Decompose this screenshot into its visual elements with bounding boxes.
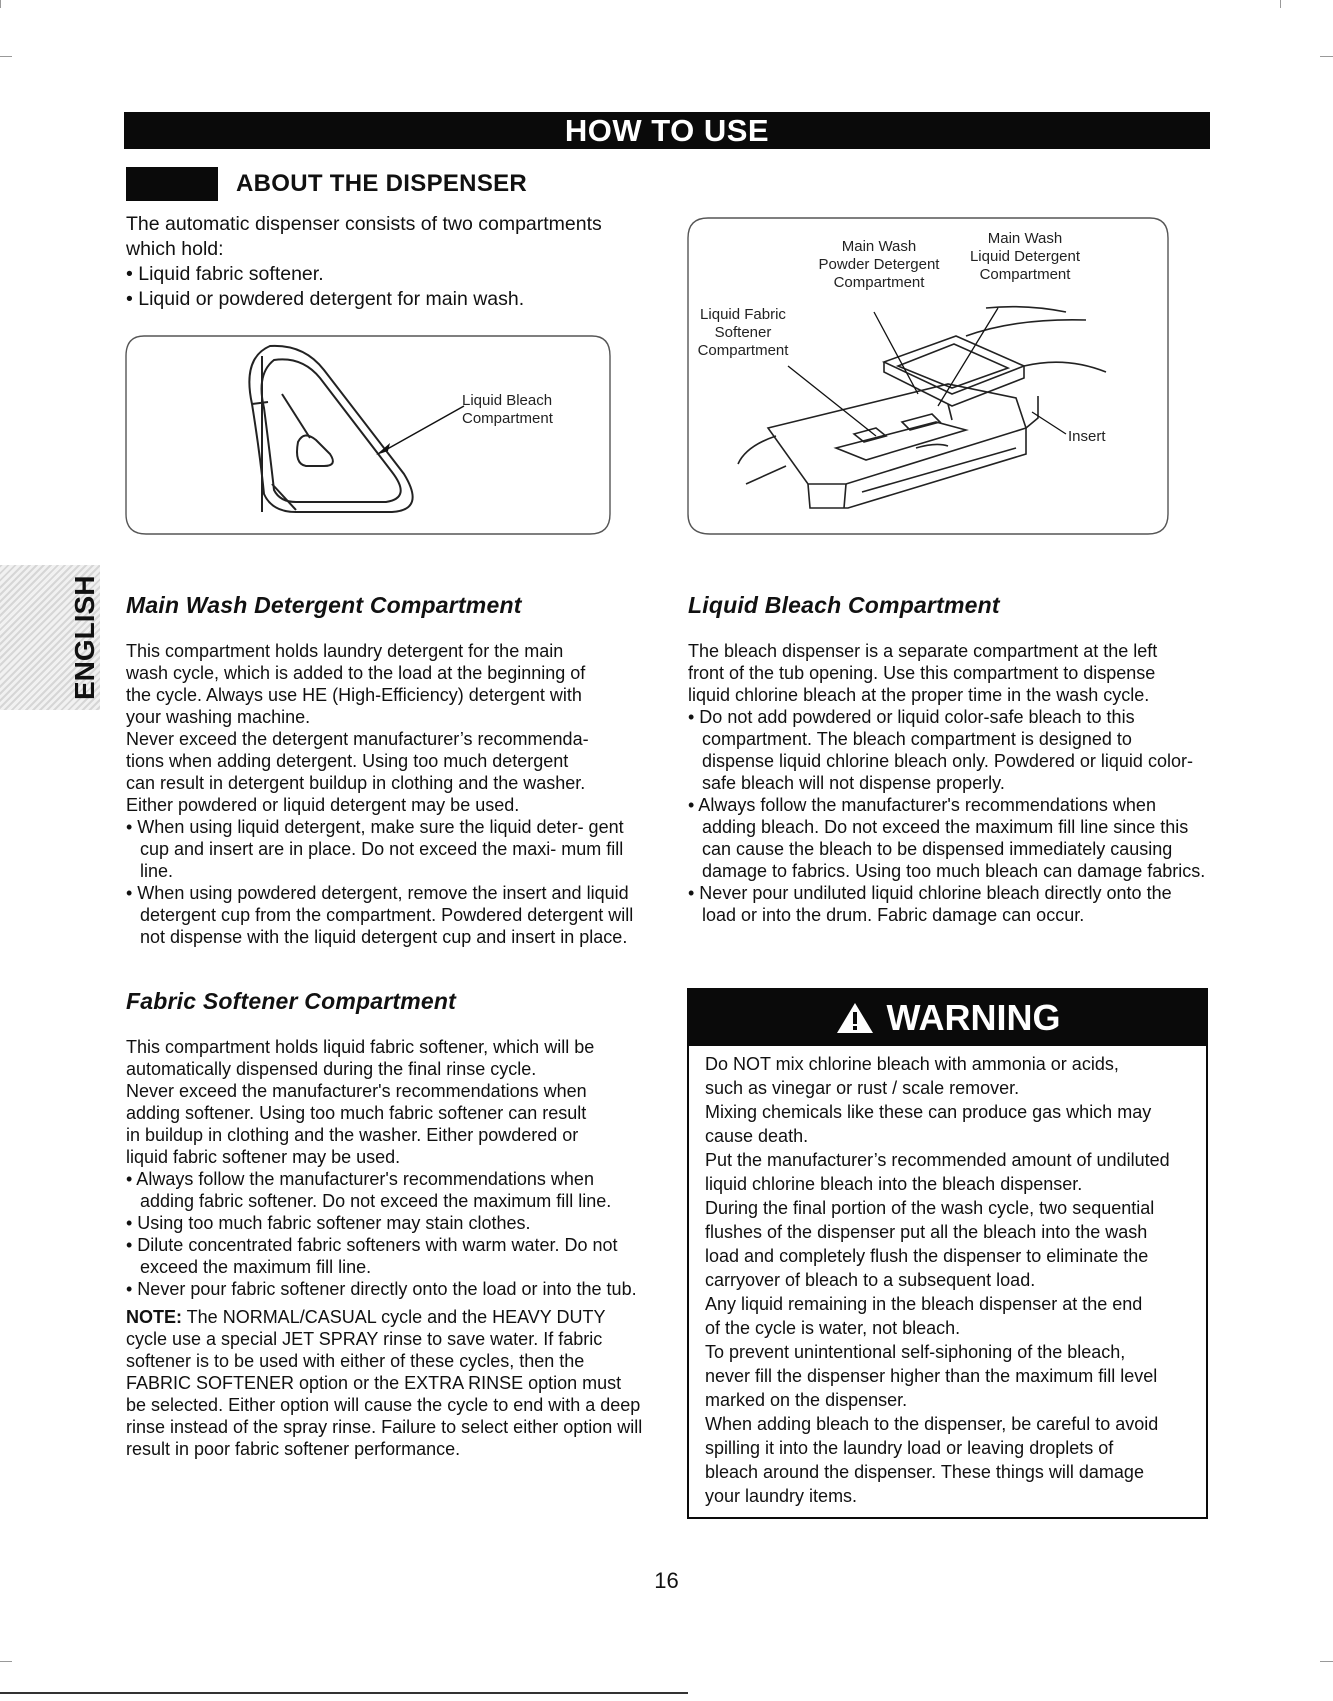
warning-header: [689, 990, 1206, 1046]
text-line: tions when adding detergent. Using too much detergent: [126, 751, 569, 771]
crop-mark: [0, 0, 1, 8]
warning-box: [687, 988, 1208, 1519]
warning-line: cause death.: [705, 1126, 809, 1146]
warning-line: load and completely flush the dispenser to eliminate the: [705, 1246, 1149, 1266]
powder-label-line: Powder Detergent: [818, 256, 940, 273]
warning-line: marked on the dispenser.: [705, 1390, 908, 1410]
note-paragraph: [126, 1306, 646, 1460]
crop-mark: [1320, 56, 1333, 57]
bullet-item: • Using too much fabric softener may stain clothes.: [126, 1213, 531, 1233]
dispenser-figure: [686, 216, 1170, 536]
bullet-item: • Never pour fabric softener directly onto the load or into the tub.: [126, 1279, 637, 1299]
warning-line: During the final portion of the wash cycle, two sequential: [705, 1198, 1155, 1218]
liquid-bleach-heading: Liquid Bleach Compartment: [688, 592, 1000, 618]
liquid-bleach-text: [688, 640, 1208, 926]
warning-line: spilling it into the laundry load or leaving droplets of: [705, 1438, 1114, 1458]
warning-line: never fill the dispenser higher than the maximum fill level: [705, 1366, 1158, 1386]
intro-line: • Liquid fabric softener.: [126, 263, 324, 285]
crop-mark: [1320, 1661, 1333, 1662]
main-wash-heading: Main Wash Detergent Compartment: [126, 592, 522, 618]
section-title: ABOUT THE DISPENSER: [236, 170, 528, 197]
warning-line: Mixing chemicals like these can produce gas which may: [705, 1102, 1152, 1122]
warning-line: flushes of the dispenser put all the bleach into the wash: [705, 1222, 1148, 1242]
bullet-item: • Always follow the manufacturer's recommendations when adding bleach. Do not exceed the maximum fill line since this can cause the bleach to be dispensed immediately causing damage to fabrics. Using too much bleach can damage fabrics.: [688, 795, 1206, 881]
text-line: liquid chlorine bleach at the proper time in the wash cycle.: [688, 685, 1150, 705]
warning-line: your laundry items.: [705, 1486, 858, 1506]
liquid-label-line: Liquid Detergent: [969, 248, 1081, 265]
text-line: front of the tub opening. Use this compartment to dispense: [688, 663, 1156, 683]
text-line: adding softener. Using too much fabric softener can result: [126, 1103, 587, 1123]
crop-mark: [1280, 0, 1281, 8]
warning-triangle-icon: [835, 1001, 875, 1035]
liquid-label-line: Main Wash: [987, 230, 1063, 247]
bleach-label-line: Liquid Bleach: [462, 392, 553, 409]
softener-label-line: Compartment: [697, 342, 789, 359]
bullet-item: • Do not add powdered or liquid color-safe bleach to this compartment. The bleach compartment is designed to dispense liquid chlorine bleach only. Powdered or liquid color-safe bleach will not dispense properly.: [688, 707, 1193, 793]
text-line: The bleach dispenser is a separate compartment at the left: [688, 641, 1158, 661]
text-line: Never exceed the manufacturer's recommendations when: [126, 1081, 587, 1101]
bleach-compartment-illustration: [124, 334, 612, 536]
bullet-item: • When using powdered detergent, remove the insert and liquid detergent cup from the compartment. Powdered detergent will not dispense with the liquid detergent cup and insert in place.: [126, 883, 634, 947]
fabric-softener-text: [126, 1036, 646, 1460]
intro-line: which hold:: [126, 238, 224, 260]
main-wash-text: [126, 640, 646, 948]
language-tab-label: ENGLISH: [69, 575, 100, 700]
text-line: can result in detergent buildup in clothing and the washer.: [126, 773, 586, 793]
bullet-item: • Always follow the manufacturer's recommendations when adding fabric softener. Do not exceed the maximum fill line.: [126, 1169, 612, 1211]
text-line: automatically dispensed during the final rinse cycle.: [126, 1059, 537, 1079]
warning-line: bleach around the dispenser. These things will damage: [705, 1462, 1144, 1482]
text-line: your washing machine.: [126, 707, 311, 727]
powder-label-line: Compartment: [833, 274, 925, 291]
liquid-label-line: Compartment: [979, 266, 1071, 283]
text-line: liquid fabric softener may be used.: [126, 1147, 401, 1167]
text-line: the cycle. Always use HE (High-Efficiency) detergent with: [126, 685, 582, 705]
text-line: in buildup in clothing and the washer. Either powdered or: [126, 1125, 579, 1145]
text-line: This compartment holds liquid fabric softener, which will be: [126, 1037, 595, 1057]
insert-label: Insert: [1068, 428, 1106, 445]
page-number: 16: [654, 1568, 679, 1593]
bullet-item: • Dilute concentrated fabric softeners with warm water. Do not exceed the maximum fill line.: [126, 1235, 618, 1277]
note-label: NOTE:: [126, 1307, 182, 1327]
bottom-rule: [0, 1692, 688, 1694]
powder-label-line: Main Wash: [841, 238, 917, 255]
warning-line: of the cycle is water, not bleach.: [705, 1318, 961, 1338]
warning-text: [705, 1052, 1195, 1508]
text-line: wash cycle, which is added to the load at the beginning of: [126, 663, 586, 683]
warning-line: Any liquid remaining in the bleach dispenser at the end: [705, 1294, 1143, 1314]
warning-line: To prevent unintentional self-siphoning of the bleach,: [705, 1342, 1126, 1362]
warning-title: WARNING: [886, 997, 1061, 1038]
note-text: The NORMAL/CASUAL cycle and the HEAVY DUTY cycle use a special JET SPRAY rinse to save water. If fabric softener is to be used with either of these cycles, then the FABRIC SOFTENER option or the EXTRA RINSE option must be selected. Either option will cause the cycle to end with a deep rinse instead of the spray rinse. Failure to select either option will result in poor fabric softener performance.: [126, 1307, 643, 1459]
bleach-figure: [124, 334, 612, 536]
softener-label-line: Liquid Fabric: [700, 306, 786, 323]
bullet-item: • When using liquid detergent, make sure the liquid deter- gent cup and insert are in place. Do not exceed the maxi- mum fill line.: [126, 817, 624, 881]
warning-line: When adding bleach to the dispenser, be careful to avoid: [705, 1414, 1159, 1434]
warning-line: Do NOT mix chlorine bleach with ammonia or acids,: [705, 1054, 1119, 1074]
intro-text: [126, 212, 646, 312]
crop-mark: [0, 56, 12, 57]
bleach-label-line: Compartment: [462, 410, 553, 427]
text-line: Either powdered or liquid detergent may be used.: [126, 795, 520, 815]
intro-line: The automatic dispenser consists of two compartments: [126, 213, 602, 235]
text-line: This compartment holds laundry detergent for the main: [126, 641, 564, 661]
text-line: Never exceed the detergent manufacturer’s recommenda-: [126, 729, 589, 749]
intro-line: • Liquid or powdered detergent for main wash.: [126, 288, 525, 310]
warning-line: such as vinegar or rust / scale remover.: [705, 1078, 1020, 1098]
bullet-item: • Never pour undiluted liquid chlorine bleach directly onto the load or into the drum. Fabric damage can occur.: [688, 883, 1172, 925]
crop-mark: [0, 1661, 12, 1662]
section-marker: [126, 167, 218, 201]
warning-line: liquid chlorine bleach into the bleach dispenser.: [705, 1174, 1083, 1194]
page-header: HOW TO USE: [124, 112, 1210, 149]
softener-label-line: Softener: [714, 324, 772, 341]
fabric-softener-heading: Fabric Softener Compartment: [126, 988, 457, 1014]
warning-line: carryover of bleach to a subsequent load.: [705, 1270, 1036, 1290]
warning-line: Put the manufacturer’s recommended amount of undiluted: [705, 1150, 1170, 1170]
